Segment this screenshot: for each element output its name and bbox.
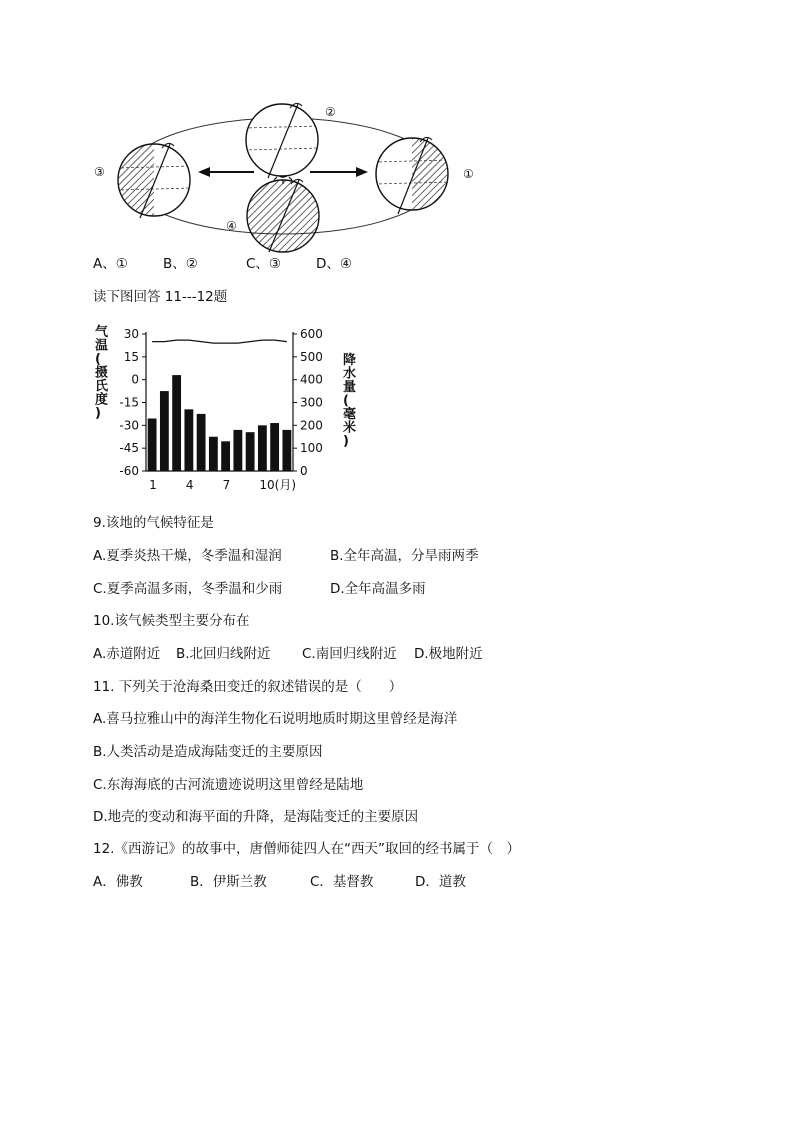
q12-option-d: D．道教 — [415, 874, 466, 890]
right-axis-tick-label: 0 — [300, 464, 308, 478]
precipitation-bar — [282, 430, 291, 471]
precipitation-bar — [258, 425, 267, 471]
temperature-line — [152, 340, 287, 343]
option-b: B、② — [163, 256, 198, 272]
precipitation-bar — [184, 409, 193, 471]
left-axis-tick-label: -30 — [119, 418, 139, 433]
q9-option-b: B.全年高温，分旱雨两季 — [330, 548, 479, 564]
precipitation-bar — [246, 432, 255, 471]
left-axis-tick-label: -45 — [119, 441, 139, 456]
x-axis-tick-label: 7 — [222, 478, 231, 492]
intro-text: 读下图回答 11---12题 — [93, 289, 228, 305]
label-4: ④ — [226, 219, 237, 233]
precipitation-bar — [233, 430, 242, 471]
x-axis-tick-label: 4 — [185, 478, 194, 492]
q11-option-d: D.地壳的变动和海平面的升降，是海陆变迁的主要原因 — [93, 809, 419, 825]
left-axis-label: 气温(摄氏度) — [95, 325, 109, 421]
right-axis-tick-label: 400 — [300, 372, 323, 387]
option-d: D、④ — [316, 256, 352, 272]
right-axis-tick-label: 600 — [300, 327, 323, 341]
q11-option-a: A.喜马拉雅山中的海洋生物化石说明地质时期这里曾经是海洋 — [93, 711, 458, 727]
precipitation-bar — [197, 414, 206, 471]
left-axis-tick-label: 0 — [131, 372, 139, 387]
x-axis-tick-label: 1 — [149, 478, 157, 492]
q12-option-c: C．基督教 — [310, 874, 374, 890]
option-c: C、③ — [246, 256, 282, 272]
right-axis-tick-label: 300 — [300, 395, 323, 410]
right-axis-tick-label: 200 — [300, 418, 323, 433]
label-3: ③ — [94, 165, 105, 179]
earth-position-3 — [116, 142, 192, 218]
left-axis-tick-label: 30 — [123, 327, 139, 341]
precipitation-bar — [160, 391, 169, 471]
right-axis-tick-label: 100 — [300, 441, 323, 456]
earth-position-2 — [244, 103, 320, 178]
q10-option-a: A.赤道附近 — [93, 646, 161, 662]
q10-option-c: C.南回归线附近 — [302, 646, 397, 662]
q12-stem: 12.《西游记》的故事中，唐僧师徒四人在“西天”取回的经书属于（ ） — [93, 841, 520, 857]
earth-position-1 — [374, 136, 452, 214]
q10-option-d: D.极地附近 — [414, 646, 483, 662]
q11-stem: 11. 下列关于沧海桑田变迁的叙述错误的是（ ） — [93, 679, 403, 695]
q10-stem: 10.该气候类型主要分布在 — [93, 613, 250, 629]
option-a: A、① — [93, 256, 128, 272]
q11-option-c: C.东海海底的古河流遗迹说明这里曾经是陆地 — [93, 777, 364, 793]
precipitation-bar — [221, 441, 230, 471]
precipitation-bar — [148, 418, 157, 471]
left-axis-tick-label: 15 — [123, 349, 139, 364]
earth-position-4 — [247, 179, 319, 252]
climate-chart — [90, 322, 360, 497]
precipitation-bar — [270, 423, 279, 471]
q12-option-a: A．佛教 — [93, 874, 143, 890]
q9-option-c: C.夏季高温多雨，冬季温和少雨 — [93, 581, 283, 597]
q11-option-b: B.人类活动是造成海陆变迁的主要原因 — [93, 744, 323, 760]
left-axis-tick-label: -60 — [119, 464, 139, 478]
x-axis-tick-label: 10(月) — [259, 478, 297, 492]
q9-option-a: A.夏季炎热干燥，冬季温和湿润 — [93, 548, 282, 564]
q9-option-d: D.全年高温多雨 — [330, 581, 426, 597]
earth-orbit-diagram — [90, 100, 510, 250]
arrow-left-icon — [198, 167, 254, 177]
q9-stem: 9.该地的气候特征是 — [93, 515, 214, 531]
q12-option-b: B．伊斯兰教 — [190, 874, 267, 890]
label-2: ② — [325, 105, 336, 119]
right-axis-label: 降水量(毫米) — [343, 353, 357, 449]
arrow-right-icon — [310, 167, 368, 177]
label-1: ① — [463, 167, 474, 181]
right-axis-tick-label: 500 — [300, 349, 323, 364]
precipitation-bar — [172, 375, 181, 471]
left-axis-tick-label: -15 — [119, 395, 139, 410]
precipitation-bar — [209, 437, 218, 471]
q10-option-b: B.北回归线附近 — [176, 646, 271, 662]
